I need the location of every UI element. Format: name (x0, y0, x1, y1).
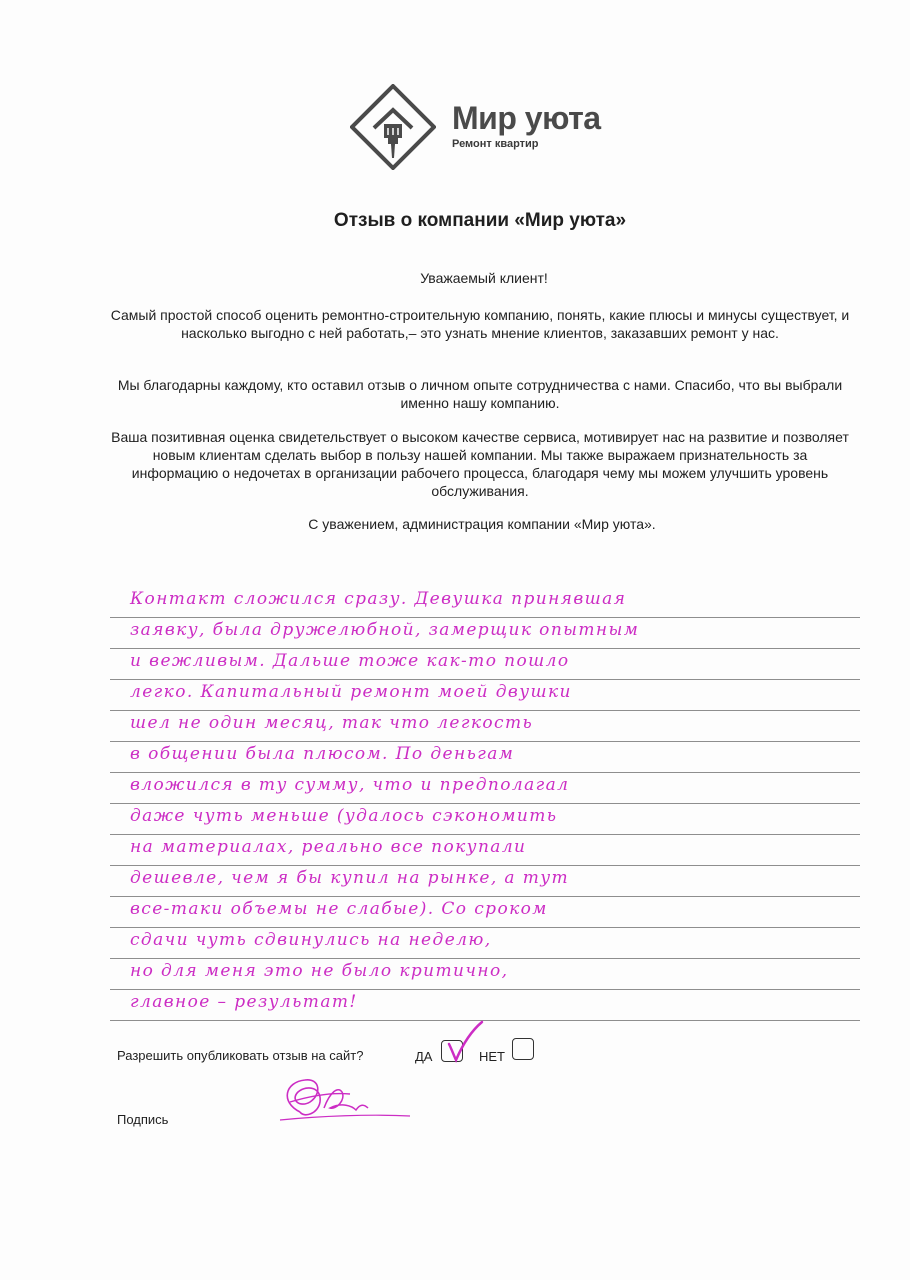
signature-label: Подпись (117, 1112, 169, 1127)
publish-question: Разрешить опубликовать отзыв на сайт? (117, 1048, 364, 1063)
logo-tagline: Ремонт квартир (452, 138, 539, 150)
review-line: вложился в ту сумму, что и предполагал (110, 768, 860, 804)
review-line: сдачи чуть сдвинулись на неделю, (110, 923, 860, 959)
greeting: Уважаемый клиент! (420, 270, 548, 286)
review-line: главное – результат! (110, 985, 860, 1021)
review-line: и вежливым. Дальше тоже как-то пошло (110, 644, 860, 680)
review-line: в общении была плюсом. По деньгам (110, 737, 860, 773)
handwritten-review (110, 582, 860, 1022)
review-line: шел не один месяц, так что легкость (110, 706, 860, 742)
signoff: С уважением, администрация компании «Мир уюта». (308, 516, 656, 532)
review-line: Контакт сложился сразу. Девушка принявшая (110, 582, 860, 618)
page-title: Отзыв о компании «Мир уюта» (333, 210, 627, 231)
house-brush-icon (350, 84, 436, 170)
yes-label: ДА (415, 1049, 433, 1064)
no-label: НЕТ (479, 1049, 505, 1064)
review-line: все-таки объемы не слабые). Со сроком (110, 892, 860, 928)
review-line: на материалах, реально все покупали (110, 830, 860, 866)
review-line: даже чуть меньше (удалось сэкономить (110, 799, 860, 835)
logo-name: Мир уюта (452, 100, 601, 136)
review-line: легко. Капитальный ремонт моей двушки (110, 675, 860, 711)
intro-paragraph: Самый простой способ оценить ремонтно-строительную компанию, понять, какие плюсы и минусы существует, и насколько выгодно с ней работать,– это узнать мнение клиентов, заказавших ремонт у нас. (110, 307, 850, 341)
review-line: заявку, была дружелюбной, замерщик опытным (110, 613, 860, 649)
signature-icon (260, 1072, 430, 1132)
thanks-paragraph: Мы благодарны каждому, кто оставил отзыв о личном опыте сотрудничества с нами. Спасибо, что вы выбрали именно нашу компанию. (117, 377, 843, 411)
review-line: дешевле, чем я бы купил на рынке, а тут (110, 861, 860, 897)
no-checkbox[interactable] (512, 1038, 534, 1060)
feedback-paragraph: Ваша позитивная оценка свидетельствует о высоком качестве сервиса, мотивирует нас на развитие и позволяет новым клиентам сделать выбор в пользу нашей компании. Мы также выражаем признательность за информацию о недочетах в организации рабочего процесса, благодаря чему мы можем улучшить уровень обслуживания. (111, 429, 849, 499)
review-line: но для меня это не было критично, (110, 954, 860, 990)
company-logo (350, 84, 620, 174)
